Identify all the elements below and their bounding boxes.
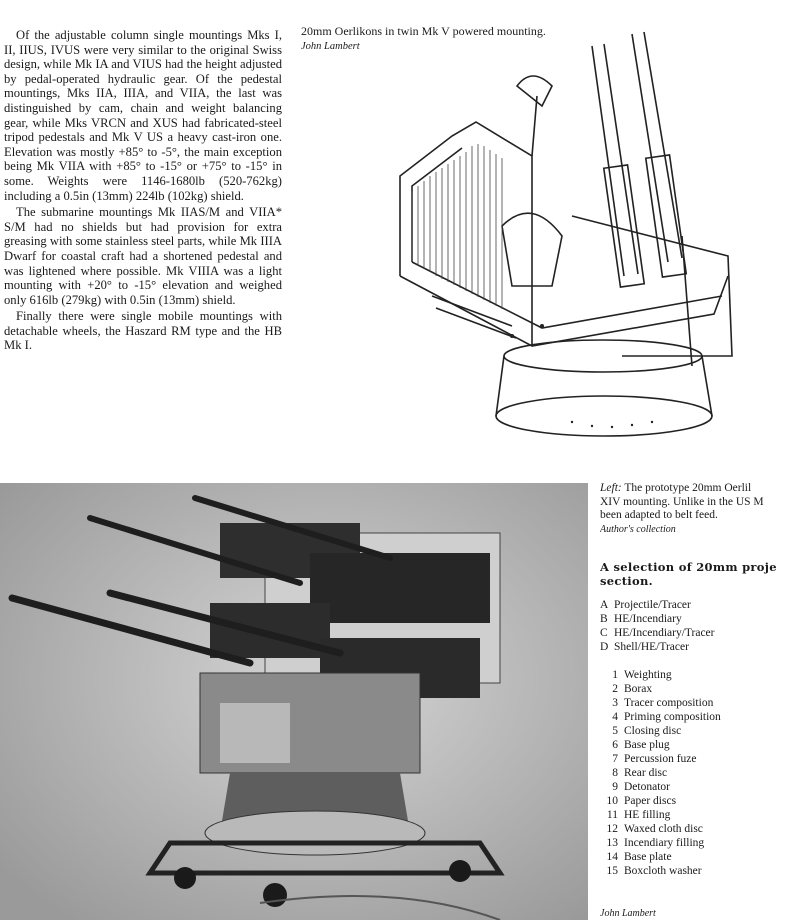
list-item: 11 HE filling (606, 809, 671, 821)
body-paragraph-2: The submarine mountings Mk IIAS/M and VIIA* S/M had no shields but had provision for extra greasing with some stainless steel parts, while Mk IIIA Dwarf for coastal craft had a shortened pedestal and was lightened where possible. Mk VIIIA was a light mounting with +20° to -15° elevation and weighed only 616lb (279kg) with 0.5in (13mm) shield. (4, 205, 282, 307)
photo-caption-label: Left: (600, 482, 622, 494)
body-text-column (4, 28, 282, 355)
parts-list (600, 668, 788, 878)
list-item: 7 Percussion fuze (612, 753, 697, 765)
twin-mounting-drawing (392, 26, 788, 446)
body-paragraph-1: Of the adjustable column single mountings Mks I, II, IIUS, IVUS were very similar to the original Swiss design, while Mk IA and VIUS had the height adjusted by pedal-operated hydraulic gear. Of the pedestal mountings, Mks IIA, IIIA, and VIIA, the last was distinguished by cam, chain and weight balancing gear, while Mks VRCN and XUS had fabricated-steel tripod pedestals and Mk V US a heavy cast-iron one. Elevation was mostly +85° to -5°, the main exception being Mk VIIA with +85° to -15° or +75° to -15° in some. Weights were 1146-1680lb (520-762kg) including a 0.5in (13mm) 224lb (102kg) shield. (4, 28, 282, 203)
list-item: 6 Base plug (612, 739, 670, 751)
selection-heading (600, 560, 788, 588)
projectile-types-list (600, 598, 788, 654)
drawing-caption-credit: John Lambert (301, 41, 360, 52)
selection-heading-line-2: section. (600, 574, 653, 588)
photo-caption-line-1: The prototype 20mm Oerlil (621, 482, 752, 494)
list-item: 12 Waxed cloth disc (606, 823, 703, 835)
selection-heading-line-1: A selection of 20mm proje (600, 560, 777, 574)
drawing-caption-text: 20mm Oerlikons in twin Mk V powered mounting. (301, 24, 546, 38)
prototype-mounting-photo (0, 483, 588, 920)
photo-caption-credit: Author's collection (600, 523, 676, 535)
list-item: 15 Boxcloth washer (606, 865, 702, 877)
list-item: 10 Paper discs (606, 795, 677, 807)
list-item: 4 Priming composition (612, 711, 721, 723)
photo-caption-line-3: been adapted to belt feed. (600, 509, 718, 521)
photo-caption-line-2: XIV mounting. Unlike in the US M (600, 495, 764, 508)
list-item: C HE/Incendiary/Tracer (600, 627, 715, 639)
list-item: A Projectile/Tracer (600, 599, 691, 611)
list-item: 9 Detonator (612, 781, 670, 793)
list-item: B HE/Incendiary (600, 613, 682, 625)
list-item: 3 Tracer composition (612, 697, 714, 709)
list-item: 2 Borax (612, 683, 653, 695)
list-item: 14 Base plate (606, 851, 672, 863)
right-column (600, 482, 788, 878)
list-item: 1 Weighting (612, 669, 672, 681)
body-paragraph-3: Finally there were single mobile mountings with detachable wheels, the Haszard RM type and the HB Mk I. (4, 309, 282, 353)
photo-caption (600, 482, 788, 536)
list-item: 5 Closing disc (612, 725, 682, 737)
bottom-credit: John Lambert (600, 908, 656, 919)
list-item: D Shell/HE/Tracer (600, 641, 689, 653)
list-item: 8 Rear disc (612, 767, 668, 779)
list-item: 13 Incendiary filling (606, 837, 705, 849)
